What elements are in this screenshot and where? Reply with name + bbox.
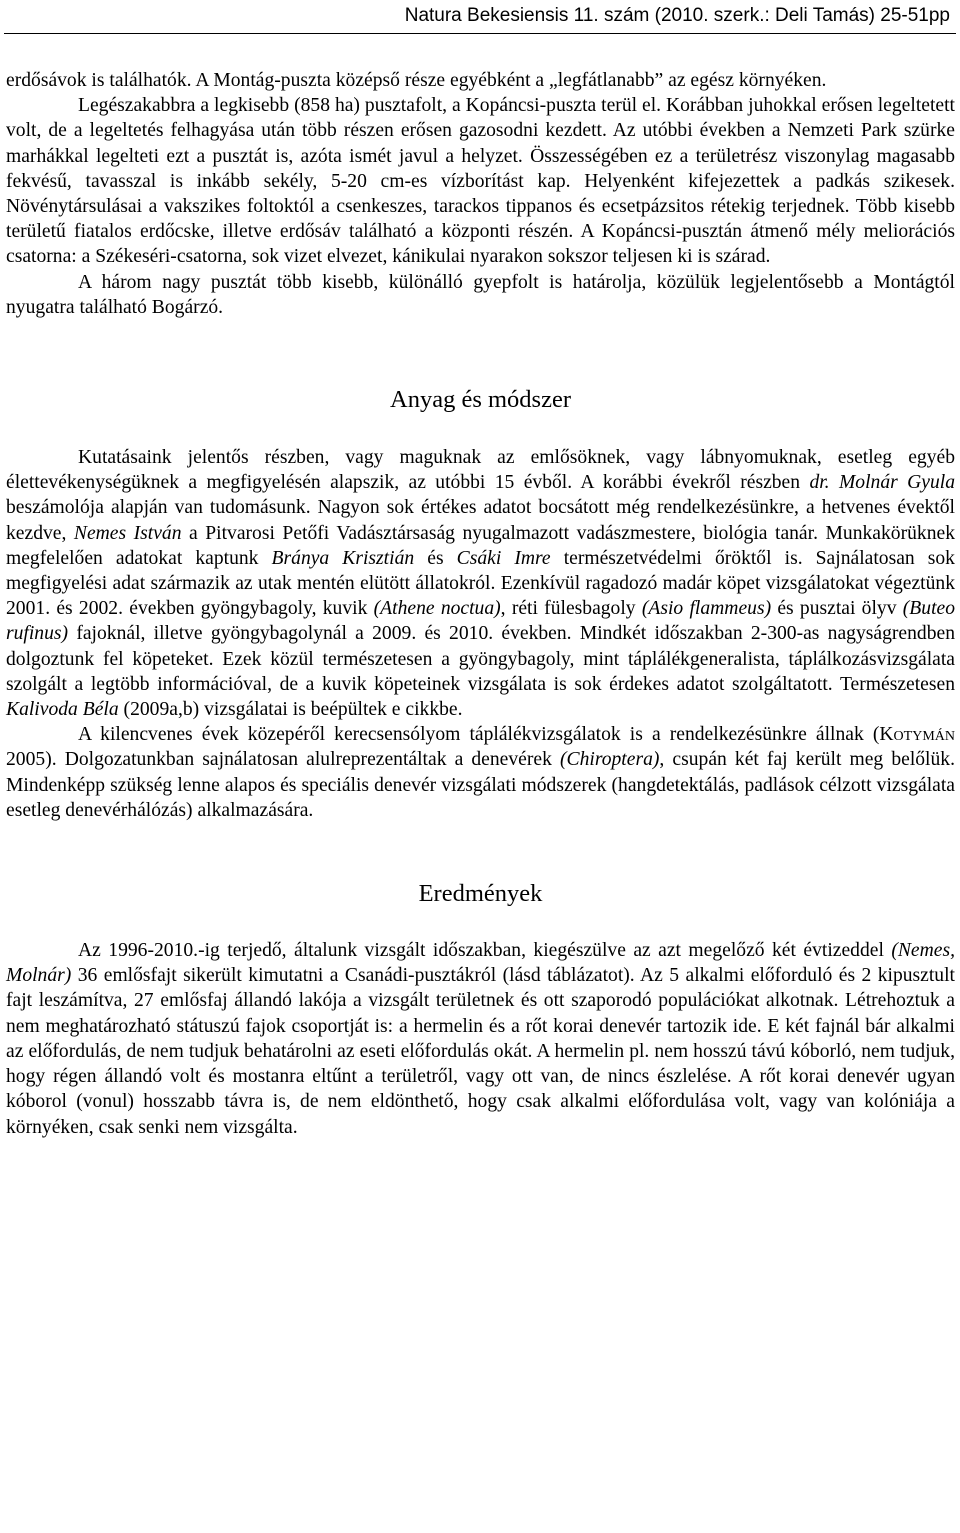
section-title-methods: Anyag és módszer	[390, 386, 571, 414]
person-name: dr. Molnár Gyula	[809, 472, 955, 494]
author-names: (Nemes, Molnár)	[6, 940, 955, 987]
text-run: fajoknál, illetve gyöngybagolynál a 2009. és 2010. években. Mindkét időszakban 2-300-as nagyságrendben dolgoztunk fel köpeteket. Ezek közül természetesen a gyöngybagoly, mint táplálékgeneralista, táplálkozásvizsgálata szolgált a legtöbb információval, de a kuvik köpeteinek vizsgálata is sok érdekes adatot szolgáltatott. Természetesen	[6, 623, 955, 695]
person-name: Csáki Imre	[456, 547, 551, 569]
intro-paragraph-3: A három nagy pusztát több kisebb, különálló gyepfolt is határolja, közülük legjelentősebb a Montágtól nyugatra található Bogárzó.	[6, 271, 955, 318]
header-rule	[4, 33, 956, 34]
results-paragraph-1	[6, 938, 955, 1140]
text-run: , réti fülesbagoly	[500, 598, 642, 620]
person-name: Kalivoda Béla	[6, 699, 119, 721]
text-run: (2009a,b) vizsgálatai is beépültek e cikkbe.	[118, 699, 463, 721]
text-run: A kilencvenes évek közepéről kerecsensólyom táplálékvizsgálatok is a rendelkezésünkre állnak (	[78, 724, 880, 746]
text-run: 36 emlősfajt sikerült kimutatni a Csanádi-pusztákról (lásd táblázatot). Az 5 alkalmi előforduló és 2 kipusztult fajt leszámítva, 27 emlősfaj állandó lakója a vizsgált területnek és ott szaporodó populációkat alkotnak. Létrehoztuk a nem meghatározható státuszú fajok csoportját is: a hermelin és a rőt korai denevér tartozik ide. E két fajnál bár alkalmi az előfordulás, de nem tudjuk behatárolni az eseti előfordulás okát. A hermelin pl. nem hosszú távú kóborló, nem tudjuk, hogy régen állandó volt és mostanra eltűnt a területről, vagy ott van, de nincs észlelése. A rőt korai denevér ugyan kóborol (vonul) hosszabb távra is, de nem eldönthető, hogy csak alkalmi előfordulása volt, vagy van kolóniája a környéken, csak senki nem vizsgálta.	[6, 965, 955, 1138]
intro-paragraph-1: erdősávok is találhatók. A Montág-puszta középső része egyébként a „legfátlanabb” az egész környéken.	[6, 70, 827, 91]
taxon-name: (Chiroptera)	[559, 749, 660, 771]
article-body	[6, 68, 955, 1140]
text-run: Az 1996-2010.-ig terjedő, általunk vizsgált időszakban, kiegészülve az azt megelőző két évtizeddel	[78, 940, 892, 962]
text-run: és	[414, 547, 457, 569]
methods-paragraph-1	[6, 445, 955, 722]
text-run: beszámolója alapján van tudomásunk. Nagyon sok értékes adatot bocsátott még rendelkezésünkre, a hetvenes évektől kezdve,	[6, 497, 955, 544]
species-name: (Buteo rufinus)	[6, 598, 956, 645]
citation-author: Kotymán	[879, 724, 955, 746]
text-run: , csupán két faj került meg belőlük. Mindenképp szükség lenne alapos és speciális denevér vizsgálati módszerek (hangdetektálás, padlások célzott vizsgálata esetleg denevérhálózás) alkalmazására.	[6, 749, 955, 821]
text-run: és pusztai ölyv	[771, 598, 903, 620]
methods-paragraph-2	[6, 722, 955, 823]
running-header: Natura Bekesiensis 11. szám (2010. szerk.: Deli Tamás) 25-51pp	[404, 5, 950, 26]
person-name: Bránya Krisztián	[271, 547, 415, 569]
section-title-results: Eredmények	[418, 880, 543, 908]
species-name: (Athene noctua)	[373, 598, 501, 620]
person-name: Nemes István	[73, 522, 182, 544]
text-run: 2005). Dolgozatunkban sajnálatosan alulreprezentáltak a denevérek	[6, 749, 560, 771]
text-run: természetvédelmi őröktől is. Sajnálatosan sok megfigyelési adat származik az utak mentén elütött állatokról. Ezenkívül ragadozó madár köpet vizsgálatokat végeztünk 2001. és 2002. években gyöngybagoly, kuvik	[6, 547, 955, 620]
species-name: (Asio flammeus)	[641, 598, 772, 620]
intro-paragraph-2: Legészakabbra a legkisebb (858 ha) pusztafolt, a Kopáncsi-puszta terül el. Korábban juhokkal erősen legeltetett volt, de a legeltetés felhagyása után több részen erősen gazosodni kezdett. Az utóbbi években a Nemzeti Park szürke marhákkal legelteti ezt a pusztát is, azóta ismét javul a helyzet. Összességében ez a területrész viszonylag magasabb fekvésű, tavasszal is inkább sekély, 5-20 cm-es vízborítást kap. Helyenként kifejezettek a padkás szikesek. Növénytársulásai a vakszikes foltoktól a csenkeszes, tarackos tippanos és ecsetpázsitos rétekig terjednek. Több kisebb területű fiatalos erdőcske, illetve erdősáv található a központi részén. A Kopáncsi-pusztán átmenő mély meliorációs csatorna: a Székeséri-csatorna, sok vizet elvezet, kánikulai nyarakon sokszor teljesen ki is szárad.	[6, 95, 955, 268]
text-run: Kutatásaink jelentős részben, vagy maguknak az emlősöknek, vagy lábnyomuknak, esetleg egyéb élettevékenységüknek a megfigyelésén alapszik, az utóbbi 15 évből. A korábbi évekről részben	[6, 447, 955, 494]
text-run: a Pitvarosi Petőfi Vadásztársaság nyugalmazott vadászmestere, biológia tanár. Munkakörüknek megfelelően adatokat kaptunk	[6, 522, 955, 569]
